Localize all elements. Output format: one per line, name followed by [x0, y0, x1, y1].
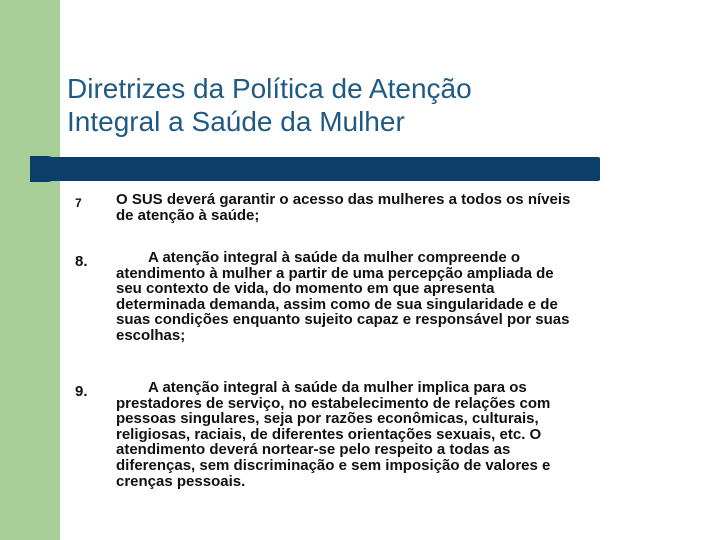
item-text-line: escolhas; — [116, 326, 186, 344]
item-text-line: prestadores de serviço, no estabelecimento de relações com — [116, 394, 551, 412]
item-text-line: de atenção à saúde; — [116, 206, 260, 224]
list-item-8 — [75, 250, 675, 380]
item-text-line: determinada demanda, assim como de sua singularidade e de — [116, 295, 558, 313]
left-accent-band — [0, 0, 60, 540]
slide-title — [67, 72, 667, 138]
item-text-line: diferenças, sem discriminação e sem imposição de valores e — [116, 456, 551, 474]
item-text-line: atendimento deverá nortear-se pelo respeito a todas as — [116, 441, 511, 459]
item-text-line: A atenção integral à saúde da mulher implica para os — [148, 379, 527, 396]
item-text-line: pessoas singulares, seja por razões econômicas, culturais, — [116, 410, 539, 428]
item-text-line: suas condições enquanto sujeito capaz e responsável por suas — [116, 311, 570, 329]
item-text — [116, 250, 676, 344]
item-number: 9. — [75, 383, 88, 400]
item-text-line: O SUS deverá garantir o acesso das mulheres a todos os níveis — [116, 191, 571, 208]
item-text-line: crenças pessoais. — [116, 472, 246, 490]
item-number: 7 — [75, 196, 82, 210]
item-text — [116, 192, 676, 223]
item-text-line: A atenção integral à saúde da mulher compreende o — [148, 249, 521, 266]
list-item-9 — [75, 380, 675, 510]
item-text — [116, 380, 676, 489]
item-text-line: atendimento à mulher a partir de uma percepção ampliada de — [116, 264, 554, 282]
list-item-7 — [75, 192, 675, 250]
slide-title-line-2: Integral a Saúde da Mulher — [67, 106, 405, 137]
slide-title-line-1: Diretrizes da Política de Atenção — [67, 73, 472, 104]
item-text-line: religiosas, raciais, de diferentes orientações sexuais, etc. O — [116, 425, 542, 443]
item-text-line: seu contexto de vida, do momento em que apresenta — [116, 280, 495, 298]
item-number: 8. — [75, 253, 88, 270]
title-divider-bar — [30, 156, 600, 182]
content-list — [75, 192, 675, 510]
